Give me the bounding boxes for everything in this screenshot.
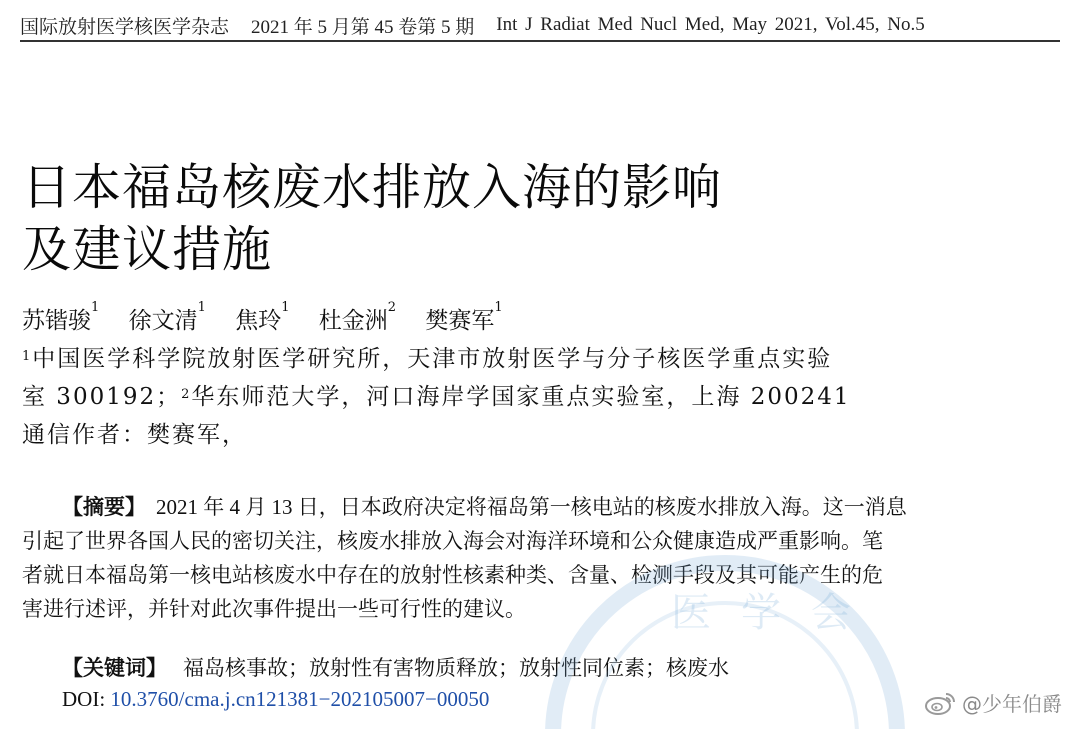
doi-link[interactable]: 10.3760/cma.j.cn121381−202105007−00050	[110, 687, 490, 711]
author	[128, 300, 206, 334]
affiliation-text: 华东师范大学，河口海岸学国家重点实验室，上海 200241	[191, 384, 851, 410]
keywords-text: 福岛核事故；放射性有害物质释放；放射性同位素；核废水	[183, 656, 729, 680]
author	[235, 300, 290, 334]
affiliation-mark: 1	[22, 349, 33, 364]
affiliation-line-2	[22, 378, 1022, 416]
doi	[62, 687, 489, 712]
affiliation-text: 中国医学科学院放射医学研究所，天津市放射医学与分子核医学重点实验	[32, 346, 833, 372]
weibo-watermark	[924, 688, 1062, 717]
title-line-1: 日本福岛核废水排放入海的影响	[22, 158, 723, 216]
author-name: 杜金洲	[318, 308, 388, 334]
author-affiliation-mark: 1	[197, 300, 206, 315]
author-name: 徐文清	[128, 308, 198, 334]
journal-citation-en: Int J Radiat Med Nucl Med, May 2021, Vol.45, No.5	[496, 14, 925, 35]
seal-text: 医学会	[671, 590, 881, 636]
author-name: 樊赛军	[425, 308, 495, 334]
author-name: 苏锴骏	[22, 308, 91, 334]
author-affiliation-mark: 2	[387, 300, 397, 315]
weibo-icon	[924, 690, 956, 716]
weibo-handle: @少年伯爵	[962, 692, 1062, 716]
author	[22, 300, 100, 334]
abstract-line-4: 害进行述评，并针对此次事件提出一些可行性的建议。	[22, 597, 526, 621]
affiliation-line-1	[22, 340, 1022, 378]
affiliations	[22, 340, 1022, 454]
author-affiliation-mark: 1	[281, 300, 290, 315]
author	[425, 300, 503, 334]
affiliation-mark: 2	[181, 387, 192, 402]
doi-label: DOI:	[62, 687, 106, 711]
issue-info-cn: 2021 年 5 月第 45 卷第 5 期	[251, 16, 475, 38]
running-header	[20, 10, 1060, 42]
abstract-line-1	[22, 490, 982, 524]
author-name: 焦玲	[235, 308, 282, 334]
author-affiliation-mark: 1	[91, 300, 100, 315]
abstract-line-2: 引起了世界各国人民的密切关注，核废水排放入海会对海洋环境和公众健康造成严重影响。笔	[22, 529, 883, 553]
author	[318, 300, 397, 334]
affiliation-text: 室 300192；	[22, 384, 182, 410]
article-title	[22, 157, 1002, 281]
corresponding-author: 通信作者：樊赛军，	[22, 422, 247, 448]
author-affiliation-mark: 1	[494, 300, 503, 315]
abstract-line-3: 者就日本福岛第一核电站核废水中存在的放射性核素种类、含量、检测手段及其可能产生的危	[22, 563, 883, 587]
title-line-2: 及建议措施	[22, 220, 273, 278]
author-list	[22, 302, 525, 335]
abstract-text: 2021 年 4 月 13 日，日本政府决定将福岛第一核电站的核废水排放入海。这一消息	[156, 495, 907, 519]
keywords-label: 【关键词】	[62, 656, 167, 680]
journal-name-cn: 国际放射医学核医学杂志	[20, 16, 230, 38]
abstract-label: 【摘要】	[62, 495, 146, 519]
